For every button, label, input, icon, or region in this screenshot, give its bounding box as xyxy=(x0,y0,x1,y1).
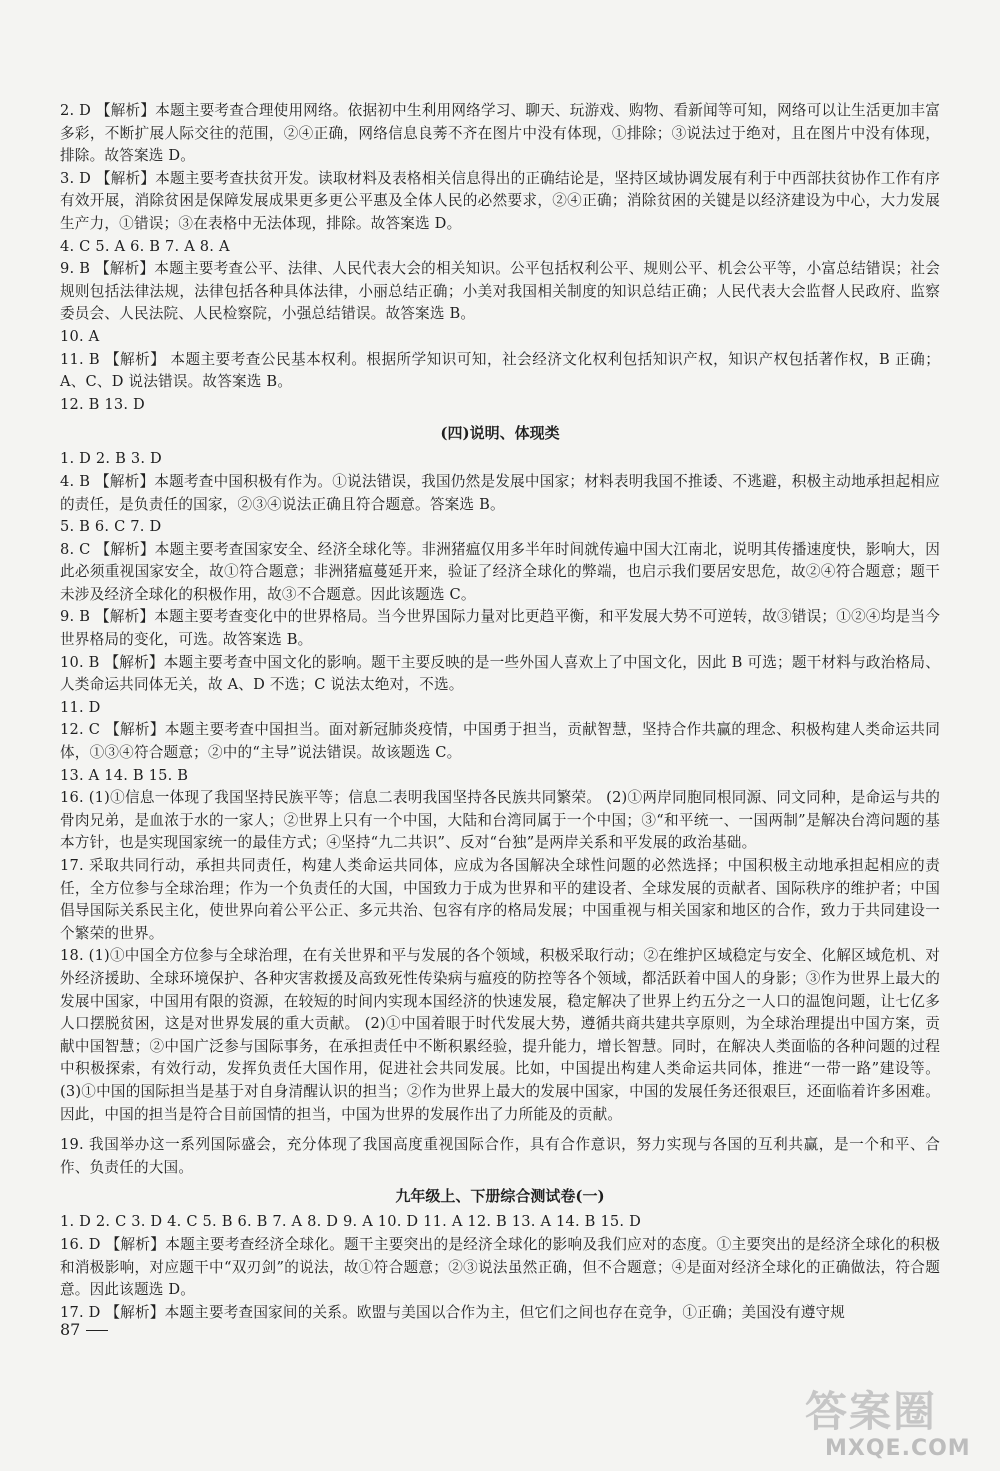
page-content xyxy=(60,100,940,1324)
answer-paragraph: 11. D xyxy=(60,698,101,716)
answers-block-top xyxy=(60,100,940,416)
answer-paragraph: 17. D 【解析】本题主要考查国家间的关系。欧盟与美国以合作为主，但它们之间也存在竞争，①正确；美国没有遵守规 xyxy=(60,1303,846,1321)
watermark-url: MXQE.COM xyxy=(825,1436,971,1461)
answer-paragraph: 13. A 14. B 15. B xyxy=(60,766,189,784)
answers-block-bottom xyxy=(60,1211,940,1324)
answer-paragraph: 4. B 【解析】本题考查中国积极有作为。①说法错误，我国仍然是发展中国家；材料表明我国不推诿、不逃避，积极主动地承担起相应的责任，是负责任的国家，②③④说法正确且符合题意。答案选 B。 xyxy=(60,472,940,513)
answer-paragraph: 12. C 【解析】本题主要考查中国担当。面对新冠肺炎疫情，中国勇于担当，贡献智慧，坚持合作共赢的理念、积极构建人类命运共同体，①③④符合题意；②中的“主导”说法错误。故该题选 C。 xyxy=(60,721,940,762)
answer-paragraph: 3. D 【解析】本题主要考查扶贫开发。读取材料及表格相关信息得出的正确结论是，坚持区域协调发展有利于中西部扶贫协作工作有序有效开展，消除贫困是保障发展成果更多更公平惠及全体人民的必然要求，②④正确；消除贫困的关键是以经济建设为中心，大力发展生产力，①错误；③在表格中无法体现，排除。故答案选 D。 xyxy=(60,169,940,232)
answer-paragraph: 8. C 【解析】本题主要考查国家安全、经济全球化等。非洲猪瘟仅用多半年时间就传遍中国大江南北，说明其传播速度快，影响大，因此必须重视国家安全，故①符合题意；非洲猪瘟蔓延开来，验证了经济全球化的弊端，也启示我们要居安思危，故②④符合题意；题干未涉及经济全球化的积极作用，故③不合题意。因此该题选 C。 xyxy=(60,540,940,603)
page-number xyxy=(60,1320,108,1339)
answer-paragraph: 1. D 2. C 3. D 4. C 5. B 6. B 7. A 8. D 9. A 10. D 11. A 12. B 13. A 14. B 15. D xyxy=(60,1213,641,1231)
answer-paragraph: 1. D 2. B 3. D xyxy=(60,450,162,468)
answer-paragraph: 17. 采取共同行动，承担共同责任，构建人类命运共同体，应成为各国解决全球性问题的必然选择；中国积极主动地承担起相应的责任，全方位参与全球治理；作为一个负责任的大国，中国致力于成为世界和平的建设者、全球发展的贡献者、国际秩序的维护者；中国倡导国际关系民主化，使世界向着公平公正、多元共治、包容有序的格局发展；中国重视与相关国家和地区的合作，致力于共同建设一个繁荣的世界。 xyxy=(60,857,940,942)
answer-paragraph: 10. A xyxy=(60,327,100,345)
page-number-dash xyxy=(86,1330,108,1331)
answer-paragraph: 18. (1)①中国全方位参与全球治理，在有关世界和平与发展的各个领域，积极采取行动；②在维护区域稳定与安全、化解区域危机、对外经济援助、全球环境保护、各种灾害救援及高致死性传染病与瘟疫的防控等各个领域，都活跃着中国人的身影；③作为世界上最大的发展中国家，中国用有限的资源，在较短的时间内实现本国经济的快速发展，稳定解决了世界上约五分之一人口的温饱问题，让七亿多人口摆脱贫困，这是对世界发展的重大贡献。 (2)①中国着眼于时代发展大势，遵循共商共建共享原则，为全球治理提出中国方案，贡献中国智慧；②中国广泛参与国际事务，在承担责任中不断积累经验，提升能力，增长智慧。同时，在解决人类面临的各种问题的过程中积极探索，有效行动，发挥负责任大国作用，促进社会共同发展。比如，中国提出构建人类命运共同体，推进“一带一路”建设等。 (3)①中国的国际担当是基于对自身清醒认识的担当；②作为世界上最大的发展中国家，中国的发展任务还很艰巨，还面临着许多困难。因此，中国的担当是符合目前国情的担当，中国为世界的发展作出了力所能及的贡献。 xyxy=(60,947,940,1123)
watermark-logo: 答案圈 xyxy=(805,1387,938,1436)
section-heading: 九年级上、下册综合测试卷(一) xyxy=(395,1187,605,1206)
answer-paragraph: 9. B 【解析】本题主要考查公平、法律、人民代表大会的相关知识。公平包括权利公平、规则公平、机会公平等，小富总结错误；社会规则包括法律法规，法律包括各种具体法律，小丽总结正确；小美对我国相关制度的知识总结正确；人民代表大会监督人民政府、监察委员会、人民法院、人民检察院，小强总结错误。故答案选 B。 xyxy=(60,260,940,323)
answers-block-mid xyxy=(60,448,940,1126)
answer-paragraph: 11. B 【解析】 本题主要考查公民基本权利。根据所学知识可知，社会经济文化权利包括知识产权，知识产权包括著作权，B 正确；A、C、D 说法错误。故答案选 B。 xyxy=(60,350,940,391)
section-heading: (四)说明、体现类 xyxy=(440,424,560,443)
watermark xyxy=(805,1387,990,1465)
page-number-text: 87 xyxy=(60,1320,81,1339)
answer-paragraph: 12. B 13. D xyxy=(60,395,145,413)
answer-paragraph: 19. 我国举办这一系列国际盛会，充分体现了我国高度重视国际合作，具有合作意识，努力实现与各国的互利共赢，是一个和平、合作、负责任的大国。 xyxy=(60,1136,940,1176)
answers-block-lower xyxy=(60,1134,940,1179)
answer-paragraph: 4. C 5. A 6. B 7. A 8. A xyxy=(60,237,230,255)
answer-paragraph: 2. D 【解析】本题主要考查合理使用网络。依据初中生利用网络学习、聊天、玩游戏、购物、看新闻等可知，网络可以让生活更加丰富多彩，不断扩展人际交往的范围，②④正确，网络信息良莠不齐在图片中没有体现，①排除；③说法过于绝对，且在图片中没有体现，排除。故答案选 D。 xyxy=(60,102,940,165)
answer-paragraph: 5. B 6. C 7. D xyxy=(60,518,162,536)
answer-paragraph: 16. D 【解析】本题主要考查经济全球化。题干主要突出的是经济全球化的影响及我们应对的态度。①主要突出的是经济全球化的积极和消极影响，对应题干中“双刃剑”的说法，故①符合题意；②③说法虽然正确，但不合题意；④是面对经济全球化的正确做法，符合题意。因此该题选 D。 xyxy=(60,1235,940,1299)
answer-paragraph: 16. (1)①信息一体现了我国坚持民族平等；信息二表明我国坚持各民族共同繁荣。 (2)①两岸同胞同根同源、同文同种，是命运与共的骨肉兄弟，是血浓于水的一家人；②世界上只有一个中国，大陆和台湾同属于一个中国；③“和平统一、一国两制”是解决台湾问题的基本方针，也是实现国家统一的最佳方式；④坚持“九二共识”、反对“台独”是两岸关系和平发展的政治基础。 xyxy=(60,789,940,852)
answer-paragraph: 10. B 【解析】本题主要考查中国文化的影响。题干主要反映的是一些外国人喜欢上了中国文化，因此 B 可选；题干材料与政治格局、人类命运共同体无关，故 A、D 不选；C 说法太绝对，不选。 xyxy=(60,653,940,694)
answer-paragraph: 9. B 【解析】本题主要考查变化中的世界格局。当今世界国际力量对比更趋平衡，和平发展大势不可逆转，故③错误；①②④均是当今世界格局的变化，可选。故答案选 B。 xyxy=(60,608,940,649)
